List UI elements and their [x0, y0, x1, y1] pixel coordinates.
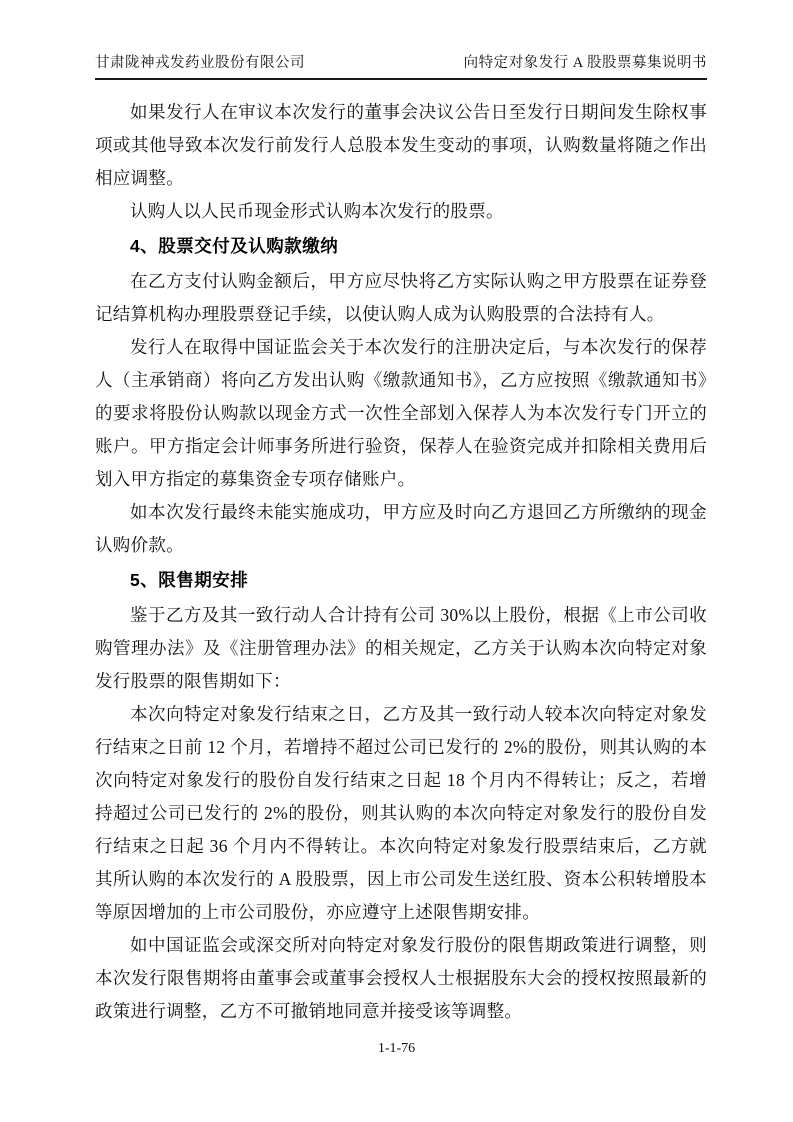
section-heading-4-share-delivery: 4、股票交付及认购款缴纳: [130, 236, 339, 256]
paragraph-share-registration: 在乙方支付认购金额后，甲方应尽快将乙方实际认购之甲方股票在证券登记结算机构办理股票登记手续，以使认购人成为认购股票的合法持有人。: [95, 271, 707, 324]
page-header: [95, 54, 707, 80]
header-document-title: 向特定对象发行 A 股股票募集说明书: [463, 55, 707, 71]
paragraph-share-adjustment: 如果发行人在审议本次发行的董事会决议公告日至发行日期间发生除权事项或其他导致本次发行前发行人总股本发生变动的事项，认购数量将随之作出相应调整。: [95, 102, 707, 188]
paragraph-lockup-basis: 鉴于乙方及其一致行动人合计持有公司 30%以上股份，根据《上市公司收购管理办法》及《注册管理办法》的相关规定，乙方关于认购本次向特定对象发行股票的限售期如下：: [95, 605, 707, 691]
document-body: [95, 96, 707, 1028]
paragraph-lockup-terms: 本次向特定对象发行结束之日，乙方及其一致行动人较本次向特定对象发行结束之日前 12 个月，若增持不超过公司已发行的 2%的股份，则其认购的本次向特定对象发行的股份自发行结束之日起 18 个月内不得转让；反之，若增持超过公司已发行的 2%的股份，则其认购的本次向特定对象发行的股份自发行结束之日起 36 个月内不得转让。本次向特定对象发行股票结束后，乙方就其所认购的本次发行的 A 股股票，因上市公司发生送红股、资本公积转增股本等原因增加的上市公司股份，亦应遵守上述限售期安排。: [95, 704, 707, 922]
header-company-name: 甘肃陇神戎发药业股份有限公司: [95, 55, 305, 71]
paragraph-payment-notice: 发行人在取得中国证监会关于本次发行的注册决定后，与本次发行的保荐人（主承销商）将向乙方发出认购《缴款通知书》，乙方应按照《缴款通知书》的要求将股份认购款以现金方式一次性全部划入保荐人为本次发行专门开立的账户。甲方指定会计师事务所进行验资，保荐人在验资完成并扣除相关费用后划入甲方指定的募集资金专项存储账户。: [95, 337, 707, 489]
paragraph-lockup-policy-adjustment: 如中国证监会或深交所对向特定对象发行股份的限售期政策进行调整，则本次发行限售期将由董事会或董事会授权人士根据股东大会的授权按照最新的政策进行调整，乙方不可撤销地同意并接受该等调整。: [95, 935, 707, 1021]
page-number-text: 1-1-76: [377, 1041, 416, 1056]
page-number: [0, 1040, 793, 1058]
paragraph-refund-on-failure: 如本次发行最终未能实施成功，甲方应及时向乙方退回乙方所缴纳的现金认购价款。: [95, 502, 707, 555]
section-heading-5-lockup-arrangement: 5、限售期安排: [130, 570, 249, 590]
paragraph-cash-subscription: 认购人以人民币现金形式认购本次发行的股票。: [130, 201, 504, 221]
